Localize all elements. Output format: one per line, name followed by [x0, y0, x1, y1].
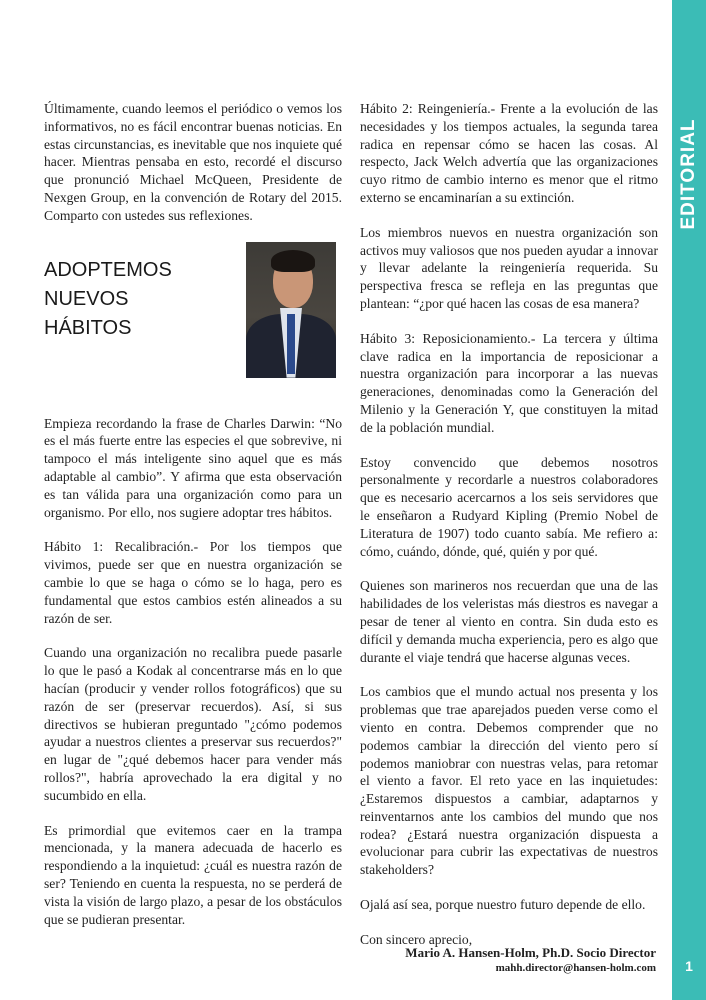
headline-line: HÁBITOS	[44, 316, 132, 339]
article-headline	[44, 256, 172, 343]
body-paragraph: Hábito 3: Reposicionamiento.- La tercera y última clave radica en la importancia de reposicionar a nuestra organización para incorporar a las nuevas generaciones, denominadas como la Generación del Milenio y la Generación Y, que constituyen la mitad de la población mundial.	[360, 330, 658, 435]
closing-paragraph: Ojalá así sea, porque nuestro futuro depende de ello.	[360, 897, 646, 913]
body-paragraph: Hábito 1: Recalibración.- Por los tiempos que vivimos, puede ser que en nuestra organización se cambie lo que se haga o cómo se lo haga, pero es fundamental que estos cambios estén alineados a su razón de ser.	[44, 539, 342, 626]
body-paragraph: Hábito 2: Reingeniería.- Frente a la evolución de las necesidades y los tiempos actuales, la segunda tarea radica en repensar cómo se hacen las cosas. Al respecto, Jack Welch advertía que las organizaciones cuyo ritmo de cambio interno es menor que el ritmo externo se encaminarían a su extinción.	[360, 101, 658, 205]
left-column	[44, 100, 342, 945]
author-name: Mario A. Hansen-Holm, Ph.D. Socio Director	[405, 945, 656, 960]
section-label: EDITORIAL	[678, 118, 699, 230]
body-paragraph: Estoy convencido que debemos nosotros personalmente y recordarle a nuestros colaboradores que es necesario acercarnos a los seis servidores que le enseñaron a Rudyard Kipling (Premio Nobel de Literatura de 1907) todo cuanto sabía. Me refiero a: cómo, cuándo, dónde, qué, quién y por qué.	[360, 454, 658, 559]
body-paragraph: Los cambios que el mundo actual nos presenta y los problemas que trae aparejados pueden verse como el viento en contra. Debemos comprender que no podemos cambiar la dirección del viento pero sí podemos maniobrar con nuestras velas, para retomar el viento a favor. El reto yace en las inquietudes: ¿Estaremos dispuestos a cambiar, adaptarnos y reinventarnos ante los cambios del mundo que nos rodea? ¿Estará nuestra organización dispuesta a evolucionar para cubrir las expectativas de nuestros stakeholders?	[360, 684, 658, 878]
page-number: 1	[685, 958, 693, 974]
headline-block	[44, 242, 342, 397]
photo-tie	[287, 314, 295, 374]
body-paragraph: Quienes son marineros nos recuerdan que una de las habilidades de los veleristas más diestros es navegar a pesar de tener al viento en contra. Sin duda esto es difícil y demanda mucha experiencia, pero es algo que durante el viaje tendrá que hacerse algunas veces.	[360, 578, 658, 665]
sign-off: Con sincero aprecio,	[360, 931, 473, 947]
headline-line: ADOPTEMOS	[44, 258, 172, 281]
author-email: mahh.director@hansen-holm.com	[495, 962, 656, 974]
body-paragraph: Es primordial que evitemos caer en la trampa mencionada, y la manera adecuada de hacerlo es respondiendo a la inquietud: ¿cuál es nuestra razón de ser? Teniendo en cuenta la respuesta, no se perderá de vista la visión de largo plazo, a pesar de los obstáculos que se pudieran presentar.	[44, 822, 342, 927]
body-paragraph: Cuando una organización no recalibra puede pasarle lo que le pasó a Kodak al concentrarse más en lo que hacían (producir y vender rollos fotográficos) que su razón de ser (preservar recuerdos). Así, si sus directivos se hubieran preguntado "¿cómo podemos ayudar a nuestros clientes a preservar sus recuerdos?" en lugar de "¿qué debemos hacer para vender más rollos?", habría aprovechado la era digital y no sucumbido en ella.	[44, 645, 342, 803]
signature-block	[300, 944, 656, 975]
body-paragraph: Empieza recordando la frase de Charles Darwin: “No es el más fuerte entre las especies el que sobrevive, ni tampoco el más inteligente sino aquel que es más adaptable al cambio”. Y afirma que esta observación es tan válida para una organización como para un organismo. Por ello, nos sugiere adoptar tres hábitos.	[44, 415, 342, 520]
intro-paragraph: Últimamente, cuando leemos el periódico o vemos los informativos, no es fácil encontrar buenas noticias. En estas circunstancias, es inevitable que nos inquiete qué hacer. Mientras pensaba en esto, recordé el discurso que pronunció Michael McQueen, Presidente de Nexgen Group, en la convención de Rotary del 2015. Comparto con ustedes sus reflexiones.	[44, 101, 342, 223]
right-column	[360, 100, 658, 966]
author-photo	[246, 242, 336, 378]
headline-line: NUEVOS	[44, 287, 129, 310]
photo-hair	[271, 250, 315, 272]
body-paragraph: Los miembros nuevos en nuestra organización son activos muy valiosos que nos pueden ayudar a innovar y llevar adelante la reingeniería requerida. Su perspectiva fresca se refleja en las preguntas que plantean: “¿por qué hacen las cosas de esa manera?	[360, 224, 658, 311]
